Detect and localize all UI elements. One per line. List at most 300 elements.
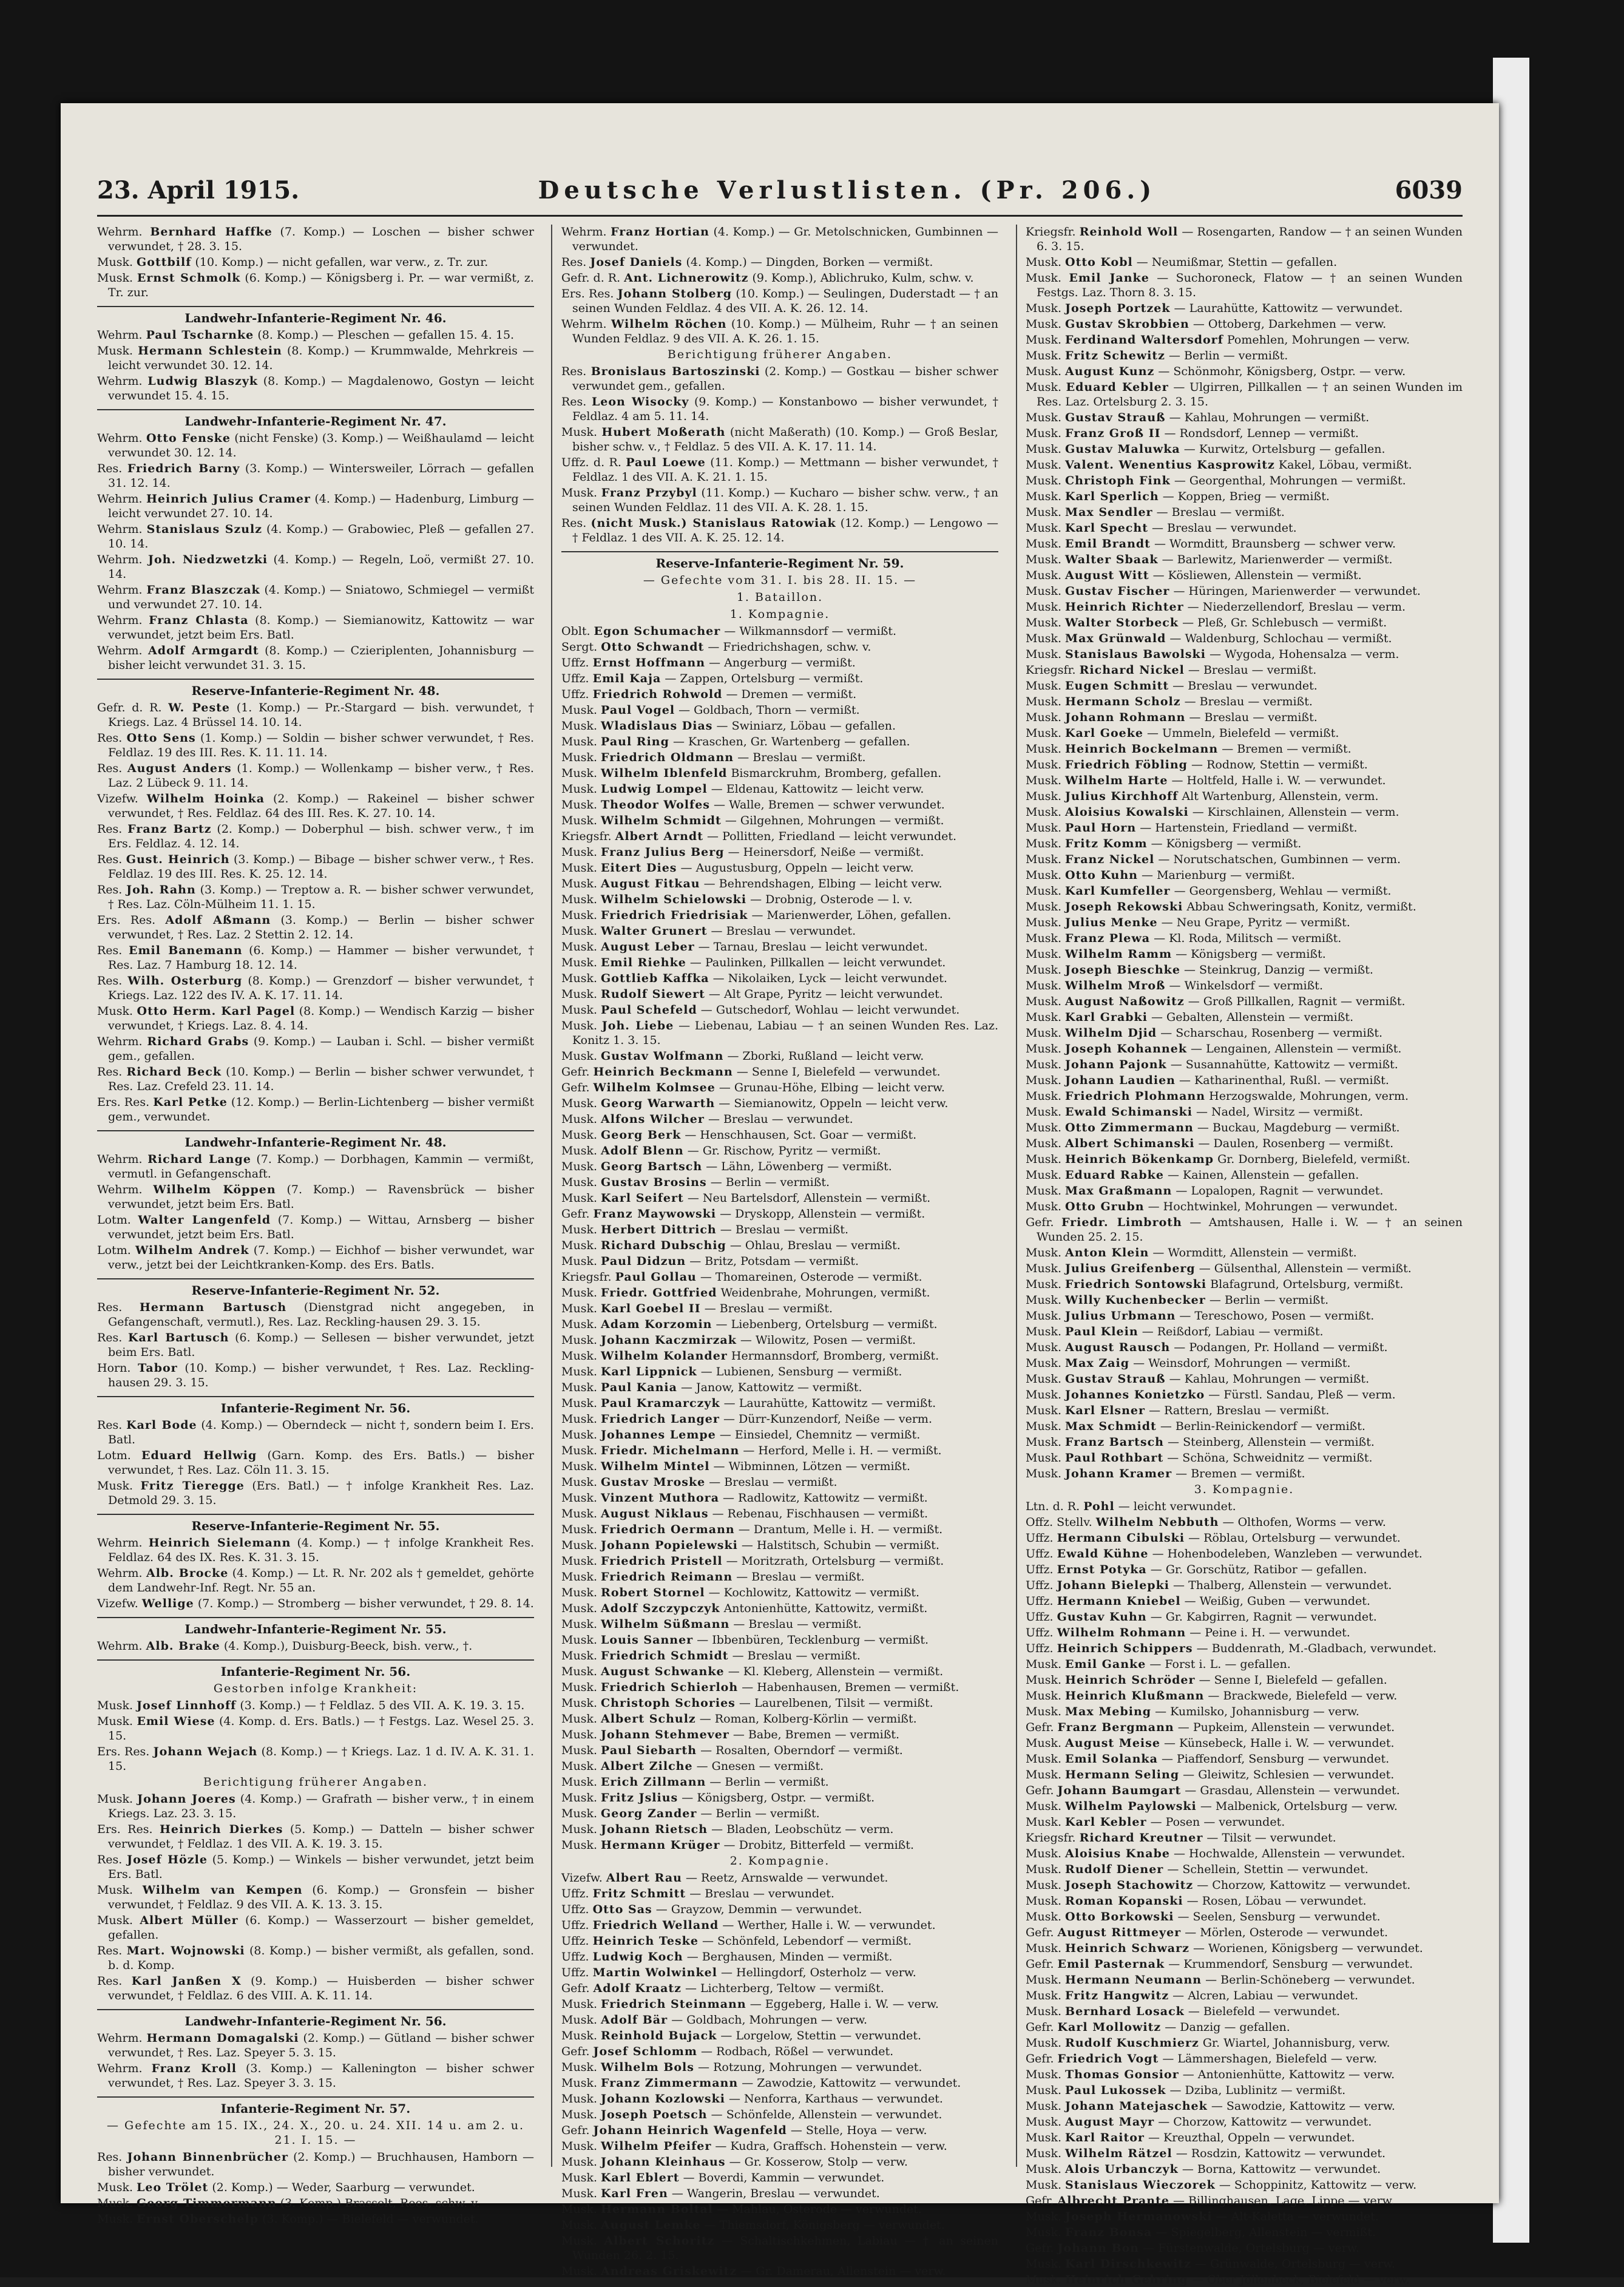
entry-details: — Breslau — verwundet.: [689, 1887, 834, 1900]
casualty-entry: [561, 2139, 998, 2153]
entry-rank: Musk.: [1026, 1451, 1061, 1465]
entry-details: Blafagrund, Ortelsburg, vermißt.: [1210, 1278, 1404, 1291]
entry-details: (2. Komp.) — Gütland — bisher schwer verwundet, † Res. Laz. Speyer 5. 3. 15.: [108, 2031, 535, 2059]
casualty-entry: [1026, 1547, 1463, 1561]
entry-name: Hermann Seling: [1065, 1768, 1180, 1781]
entry-rank: Wehrm.: [97, 1567, 143, 1580]
entry-rank: Musk.: [1026, 521, 1061, 535]
entry-details: — Spiegelberg, Allenstein — vermißt.: [1155, 2226, 1376, 2239]
casualty-entry: [97, 552, 534, 581]
entry-name: Fritz Schmitt: [592, 1887, 686, 1900]
entry-details: (Ers. Batl.) — † infolge Krankheit Res. Laz. Detmold 29. 3. 15.: [108, 1479, 534, 1507]
entry-details: — Bremen — vermißt.: [1222, 742, 1352, 756]
casualty-entry: [97, 1152, 534, 1181]
entry-details: — Eggeberg, Halle i. W. — verw.: [749, 1997, 939, 2011]
entry-name: Julius Urbmann: [1065, 1309, 1176, 1323]
entry-rank: Musk.: [97, 2197, 133, 2210]
casualty-entry: [1026, 1499, 1463, 1514]
entry-rank: Musk.: [561, 1760, 597, 1773]
casualty-entry: [1026, 2067, 1463, 2082]
casualty-entry: [1026, 1673, 1463, 1687]
entry-details: — Zappen, Ortelsburg — vermißt.: [665, 672, 864, 685]
entry-details: — Breslau — vermißt.: [736, 1570, 865, 1584]
entry-name: Adolf Blenn: [601, 1144, 684, 1157]
entry-details: — Sawodzie, Kattowitz — verw.: [1211, 2099, 1395, 2113]
entry-rank: Musk.: [561, 1507, 597, 1520]
entry-rank: Vizefw.: [97, 792, 138, 805]
casualty-entry: [1026, 1184, 1463, 1198]
entry-rank: Res.: [97, 853, 123, 866]
entry-name: Georg Warwarth: [601, 1097, 716, 1110]
entry-details: — Daulen, Rosenberg — vermißt.: [1198, 1137, 1394, 1150]
entry-details: — Ibbenbüren, Tecklenburg — vermißt.: [697, 1633, 929, 1647]
casualty-entry: [1026, 1136, 1463, 1151]
entry-rank: Gefr.: [1026, 1721, 1054, 1734]
section-subheading: Berichtigung früherer Angaben.: [203, 1775, 428, 1789]
entry-rank: Musk.: [561, 2029, 597, 2042]
entry-details: — Augustusburg, Oppeln — leicht verw.: [680, 861, 914, 875]
entry-name: Ewald Schimanski: [1065, 1105, 1193, 1119]
entry-details: — Thalberg, Allenstein — verwundet.: [1173, 1579, 1392, 1592]
casualty-entry: [561, 2076, 998, 2090]
entry-details: — Reetz, Arnswalde — verwundet.: [686, 1871, 888, 1885]
entry-name: Rudolf Kuschmierz: [1065, 2036, 1199, 2050]
casualty-entry: [97, 1913, 534, 1942]
entry-name: Stanislaus Szulz: [146, 523, 263, 536]
casualty-entry: [561, 2218, 998, 2232]
entry-details: — Paulinken, Pillkallen — leicht verwundet.: [689, 956, 946, 969]
casualty-entry: [1026, 805, 1463, 819]
entry-details: — Kurwitz, Ortelsburg — gefallen.: [1183, 442, 1385, 456]
casualty-entry: [1026, 1293, 1463, 1307]
entry-name: Friedrich Pristell: [601, 1554, 723, 1568]
entry-details: — Senne I, Bielefeld — gefallen.: [1199, 1673, 1387, 1687]
entry-rank: Ers. Res.: [561, 287, 614, 300]
entry-details: — Forst i. L. — gefallen.: [1149, 1658, 1291, 1671]
entry-rank: Gefr.: [1026, 1926, 1054, 1939]
entry-rank: Musk.: [1026, 2115, 1061, 2129]
entry-name: Gustav Fischer: [1065, 584, 1170, 598]
entry-name: Friedrich Welland: [592, 1919, 719, 1932]
entry-details: — Grayzow, Demmin — verwundet.: [655, 1903, 862, 1916]
entry-rank: Musk.: [1026, 2226, 1061, 2239]
entry-name: Joseph Poetsch: [601, 2108, 708, 2121]
entry-rank: Musk.: [561, 2203, 597, 2216]
entry-name: Franz Chlasta: [149, 614, 249, 627]
entry-name: Wilhelm Schmidt: [601, 814, 722, 827]
entry-details: — Buddenrath, M.-Gladbach, verwundet.: [1196, 1642, 1437, 1655]
entry-details: (12. Komp.) — Lengowo — † Feldlaz. 1 des VII. A. K. 25. 12. 14.: [572, 517, 999, 544]
casualty-entry: [561, 1934, 998, 1948]
entry-rank: Musk.: [1026, 1658, 1061, 1671]
entry-name: Valent. Wenentius Kasprowitz: [1065, 458, 1275, 472]
entry-rank: Musk.: [97, 344, 133, 357]
entry-details: — Herford, Melle i. H. — vermißt.: [743, 1444, 942, 1457]
entry-details: — Berlin-Schöneberg — verwundet.: [1205, 1973, 1415, 1987]
entry-details: — Breslau — verwundet.: [1152, 521, 1297, 535]
entry-details: — Bielefeld — verwundet.: [1188, 2005, 1340, 2018]
entry-name: Johann Bon: [1057, 2241, 1140, 2255]
entry-details: — Pollitten, Friedland — leicht verwundet.: [707, 830, 957, 843]
entry-name: Gustav Strauß: [1065, 1372, 1166, 1386]
entry-name: Joh. Rahn: [126, 883, 196, 896]
casualty-entry: [97, 1974, 534, 2003]
casualty-entry: [97, 1330, 534, 1360]
entry-rank: Res.: [561, 256, 587, 269]
casualty-entry: [561, 1270, 998, 1284]
entry-details: — Laurahütte, Kattowitz — vermißt.: [723, 1397, 936, 1410]
entry-details: — Scharschau, Rosenberg — vermißt.: [1160, 1026, 1383, 1040]
entry-rank: Uffz.: [1026, 1563, 1054, 1576]
entry-details: — Grünwalde, Ortelsburg — verw.: [1194, 2257, 1396, 2271]
entry-name: Franz Kroll: [151, 2062, 237, 2075]
entry-rank: Musk.: [1026, 1058, 1061, 1071]
entry-rank: Uffz.: [1026, 1626, 1054, 1639]
entry-rank: Uffz.: [561, 1966, 589, 1979]
entry-details: — Brackwede, Bielefeld — verw.: [1208, 1689, 1398, 1703]
casualty-entry: [561, 1965, 998, 1980]
entry-name: Heinrich Klußmann: [1065, 1689, 1205, 1703]
entry-name: Johann Wejach: [153, 1745, 258, 1758]
entry-name: Johannes Konietzko: [1065, 1388, 1205, 1401]
casualty-entry: [561, 1112, 998, 1127]
regiment-heading: Reserve-Infanterie-Regiment Nr. 52.: [97, 1278, 534, 1298]
entry-details: — Schönfeld, Lebendorf — vermißt.: [702, 1934, 912, 1948]
entry-details: — Nikolaiken, Lyck — leicht verwundet.: [712, 972, 947, 985]
entry-rank: Musk.: [561, 1681, 597, 1694]
entry-name: Joh. Niedzwetzki: [147, 553, 268, 566]
entry-name: Friedrich Friedrisiak: [601, 909, 748, 922]
entry-name: Gustav Brosins: [601, 1176, 707, 1189]
entry-rank: Musk.: [561, 2155, 597, 2169]
casualty-entry: [97, 271, 534, 300]
entry-details: (9. Komp.) — Konstanbowo — bisher verwundet, † Feldlaz. 4 am 5. 11. 14.: [572, 395, 998, 423]
entry-rank: Res.: [97, 762, 123, 775]
casualty-entry: [561, 1443, 998, 1458]
casualty-entry: [561, 1475, 998, 1489]
casualty-entry: [1026, 1531, 1463, 1545]
casualty-entry: [1026, 1704, 1463, 1719]
entry-details: (8. Komp.) — Pleschen — gefallen 15. 4. 15.: [257, 328, 515, 342]
entry-rank: Musk.: [561, 2265, 597, 2278]
entry-name: Heinrich Beckmann: [593, 1065, 733, 1079]
entry-details: — Angerburg — vermißt.: [709, 656, 856, 669]
entry-rank: Sergt.: [561, 640, 598, 654]
entry-rank: Musk.: [1026, 1089, 1061, 1103]
entry-name: Joseph Portzek: [1065, 302, 1171, 315]
entry-name: Rudolf Siewert: [601, 988, 705, 1001]
entry-rank: Musk.: [561, 814, 597, 827]
entry-details: — Gülsenthal, Allenstein — vermißt.: [1199, 1262, 1412, 1275]
entry-rank: Musk.: [561, 1791, 597, 1804]
entry-name: Friedrich Vogt: [1057, 2052, 1159, 2065]
entry-rank: Musk.: [1026, 1341, 1061, 1354]
entry-rank: Musk.: [561, 1696, 597, 1710]
casualty-entry: [561, 845, 998, 859]
entry-details: (nicht Fenske) (3. Komp.) — Weißhaulamd — leicht verwundet 30. 12. 14.: [108, 432, 534, 459]
casualty-entry: [1026, 600, 1463, 614]
regiment-heading: Infanterie-Regiment Nr. 57.: [97, 2096, 534, 2116]
entry-details: — Norutschatschen, Gumbinnen — verm.: [1158, 853, 1401, 866]
entry-name: Friedrich Sontowski: [1065, 1278, 1207, 1291]
entry-details: (4. Komp.) — Grabowiec, Pleß — gefallen 27. 10. 14.: [108, 523, 535, 551]
casualty-entry: [1026, 1324, 1463, 1339]
entry-name: Paul Siebarth: [601, 1744, 697, 1757]
entry-details: — Berlin — vermißt.: [709, 1775, 829, 1789]
casualty-entry: [561, 908, 998, 923]
casualty-entry: [97, 613, 534, 642]
casualty-entry: [1026, 225, 1463, 254]
entry-rank: Musk.: [1026, 1420, 1061, 1433]
entry-details: — Berlin-Reinickendorf — vermißt.: [1160, 1420, 1365, 1433]
entry-details: — Kösliewen, Allenstein — vermißt.: [1152, 569, 1362, 582]
entry-details: — Schellein, Stettin — verwundet.: [1167, 1863, 1369, 1876]
entry-rank: Musk.: [561, 782, 597, 796]
entry-rank: Wehrm.: [97, 523, 143, 536]
casualty-entry: [1026, 1515, 1463, 1530]
entry-details: — Piaffendorf, Sensburg — verwundet.: [1161, 1752, 1390, 1766]
entry-details: (Garn. Komp. des Ers. Batls.) — bisher verwundet, † Res. Laz. Cöln 11. 3. 15.: [108, 1449, 535, 1477]
entry-details: — Seelen, Sensburg — verwundet.: [1177, 1910, 1381, 1923]
entry-rank: Musk.: [1026, 1388, 1061, 1401]
casualty-entry: [1026, 1736, 1463, 1750]
entry-rank: Musk.: [1026, 2147, 1061, 2160]
entry-rank: Res.: [97, 883, 123, 896]
casualty-entry: [97, 1479, 534, 1508]
entry-name: Andreas Griskewitz: [601, 2265, 737, 2278]
entry-rank: Uffz. d. R.: [561, 456, 621, 469]
entry-rank: Musk.: [1026, 1121, 1061, 1134]
entry-rank: Musk.: [561, 1160, 597, 1173]
entry-rank: Res.: [97, 1853, 123, 1866]
entry-rank: Musk.: [1026, 1105, 1061, 1119]
entry-rank: Wehrm.: [97, 583, 143, 597]
entry-rank: Gefr.: [561, 1207, 590, 1221]
entry-name: Karl Janßen X: [131, 1974, 242, 1988]
entry-name: Wilh. Osterburg: [127, 974, 243, 988]
entry-name: Joseph Stachowitz: [1065, 1879, 1194, 1892]
entry-name: Friedrich Schierloh: [601, 1681, 739, 1694]
entry-details: — Buckau, Magdeburg — vermißt.: [1197, 1121, 1400, 1134]
entry-details: — Pupkeim, Allenstein — verwundet.: [1177, 1721, 1395, 1734]
entry-name: Franz Bergmann: [1057, 1721, 1174, 1734]
regiment-heading: Infanterie-Regiment Nr. 56.: [97, 1396, 534, 1415]
entry-name: Franz Julius Berg: [601, 845, 725, 859]
entry-name: Johann Laudien: [1065, 1074, 1176, 1087]
entry-details: (6. Komp.) — Hammer — bisher verwundet, † Res. Laz. 7 Hamburg 18. 12. 14.: [108, 944, 534, 972]
entry-name: Wilhelm Kolmsee: [593, 1081, 716, 1094]
casualty-entry: [561, 2107, 998, 2122]
entry-rank: Musk.: [561, 924, 597, 938]
entry-name: Otto Sens: [126, 731, 196, 745]
entry-rank: Musk.: [561, 893, 597, 906]
entry-rank: Musk.: [561, 2218, 597, 2232]
entry-name: Emil Riehke: [601, 956, 686, 969]
entry-name: August Schwanke: [601, 1665, 725, 1678]
entry-rank: Musk.: [1026, 1200, 1061, 1213]
casualty-entry: [561, 1506, 998, 1521]
entry-name: Wilhelm Schielowski: [601, 893, 747, 906]
entry-details: — Kraschen, Gr. Wartenberg — gefallen.: [672, 735, 910, 748]
casualty-entry: [561, 1648, 998, 1663]
casualty-entry: [561, 1003, 998, 1017]
casualty-entry: [97, 974, 534, 1003]
entry-details: — Antonienhütte, Kattowitz — verw.: [1182, 2068, 1395, 2081]
entry-rank: Musk.: [1026, 2084, 1061, 2097]
entry-details: — Rattern, Breslau — vermißt.: [1149, 1404, 1330, 1417]
casualty-entry: [561, 1380, 998, 1395]
entry-rank: Musk.: [561, 2171, 597, 2184]
entry-rank: Musk.: [1026, 271, 1061, 285]
entry-rank: Musk.: [561, 1428, 597, 1442]
entry-details: — Berlin — vermißt.: [1209, 1293, 1329, 1307]
casualty-entry: [97, 791, 534, 821]
casualty-entry: [1026, 1277, 1463, 1292]
casualty-entry: [561, 2234, 998, 2263]
entry-rank: Musk.: [561, 1019, 597, 1032]
entry-name: Friedrich Oermann: [601, 1523, 735, 1536]
entry-name: Franz Maywowski: [593, 1207, 717, 1221]
entry-details: — Wilowitz, Posen — vermißt.: [740, 1333, 916, 1347]
entry-name: Gustav Kuhn: [1057, 1610, 1147, 1624]
entry-details: — Senne I, Bielefeld — verwundet.: [736, 1065, 941, 1079]
casualty-entry: [1026, 1010, 1463, 1025]
casualty-entry: [561, 1254, 998, 1269]
casualty-entry: [561, 2264, 998, 2279]
casualty-entry: [1026, 2004, 1463, 2019]
entry-details: Antonienhütte, Kattowitz, vermißt.: [723, 1602, 928, 1615]
casualty-entry: [97, 731, 534, 760]
entry-name: Paul Rothbart: [1065, 1451, 1164, 1465]
casualty-entry: [561, 1049, 998, 1063]
entry-name: Joseph Bieschke: [1065, 963, 1180, 977]
entry-details: — Kahlau, Mohrungen — vermißt.: [1169, 411, 1370, 424]
entry-name: Karl Lippnick: [601, 1365, 697, 1378]
entry-rank: Gefr. d. R.: [561, 271, 621, 285]
casualty-entry: [1026, 1973, 1463, 1987]
entry-name: Emil Wiese: [137, 1715, 215, 1728]
entry-name: Emil Solanka: [1065, 1752, 1158, 1766]
casualty-entry: [561, 1333, 998, 1347]
entry-rank: Musk.: [1026, 2036, 1061, 2050]
entry-name: Josef Linnhoff: [137, 1699, 237, 1712]
entry-details: — Friedrichshagen, schw. v.: [708, 640, 871, 654]
column-1: [97, 225, 535, 2226]
entry-rank: Musk.: [1026, 2257, 1061, 2271]
entry-name: Alois Urbanczyk: [1065, 2163, 1179, 2176]
entry-rank: Uffz.: [561, 1950, 589, 1963]
entry-details: — Pleß, Gr. Schlebusch — vermißt.: [1182, 616, 1387, 629]
casualty-entry: [561, 395, 998, 424]
entry-details: — Einsiedel, Chemnitz — vermißt.: [719, 1428, 921, 1442]
entry-name: Wilhelm Süßmann: [601, 1618, 730, 1631]
casualty-entry: [561, 2155, 998, 2169]
entry-details: — Walle, Bremen — schwer verwundet.: [714, 798, 945, 811]
casualty-entry: [561, 1570, 998, 1584]
casualty-entry: [561, 1664, 998, 1679]
entry-name: Fritz Komm: [1065, 837, 1148, 850]
entry-details: — Mörlen, Osterode — verwundet.: [1185, 1926, 1388, 1939]
entry-details: — Waldenburg, Schlochau — vermißt.: [1169, 632, 1392, 645]
entry-name: Hermann Krüger: [601, 1838, 720, 1852]
entry-rank: Musk.: [1026, 333, 1061, 347]
casualty-entry: [1026, 663, 1463, 677]
casualty-entry: [561, 425, 998, 454]
entry-rank: Gefr.: [1026, 1216, 1054, 1229]
header-title: [538, 176, 1157, 205]
casualty-entry: [561, 486, 998, 515]
entry-name: Gottlieb Kaffka: [601, 972, 709, 985]
entry-details: — Worienen, Königsberg — verwundet.: [1193, 1942, 1423, 1955]
entry-details: Herzogswalde, Mohrungen, verm.: [1209, 1089, 1409, 1103]
entry-name: Karl Kebler: [1065, 1815, 1147, 1829]
entry-rank: Musk.: [561, 1365, 597, 1378]
entry-details: — Swiniarz, Löbau — gefallen.: [716, 719, 896, 733]
casualty-entry: [561, 2092, 998, 2106]
section-subheading: — Gefechte am 15. IX., 24. X., 20. u. 24. XII. 14 u. am 2. u. 21. I. 15. —: [106, 2119, 525, 2147]
entry-details: — Gleiwitz, Schlesien — verwundet.: [1183, 1768, 1395, 1781]
entry-details: — Krummendorf, Sensburg — verwundet.: [1168, 1957, 1413, 1971]
entry-name: Karl Fren: [601, 2187, 668, 2200]
entry-details: — Werther, Halle i. W. — verwundet.: [722, 1919, 936, 1932]
entry-rank: Musk.: [1026, 995, 1061, 1008]
casualty-entry: [561, 1175, 998, 1190]
casualty-entry: [561, 2170, 998, 2185]
entry-details: — Drantum, Melle i. H. — vermißt.: [738, 1523, 943, 1536]
entry-details: (10. Komp.) — nicht gefallen, war verw., z. Tr. zur.: [195, 256, 489, 269]
entry-details: — Bladen, Leobschütz — verm.: [711, 1823, 894, 1836]
casualty-entry: [561, 813, 998, 828]
casualty-entry: [1026, 1941, 1463, 1956]
entry-details: (3. Komp.) — Treptow a. R. — bisher schwer verwundet, † Res. Laz. Cöln-Mülheim 11. 1. 15.: [108, 883, 535, 911]
entry-details: (4. Komp.) — Dingden, Borken — vermißt.: [686, 256, 933, 269]
casualty-entry: [1026, 1057, 1463, 1072]
entry-rank: Musk.: [561, 2092, 597, 2106]
entry-details: (11. Komp.) — Kucharo — bisher schw. verw., † an seinen Wunden Feldlaz. 11 des VII. A. K. 28. 1. 15.: [572, 486, 998, 514]
entry-name: Adolf Armgardt: [148, 644, 259, 657]
entry-details: — Susannahütte, Kattowitz — vermißt.: [1170, 1058, 1398, 1071]
entry-details: (10. Komp.) — Seulingen, Duderstadt — † an seinen Wunden Feldlaz. 4 des VII. A. K. 26. 12. 14.: [572, 287, 999, 315]
casualty-entry: [561, 1080, 998, 1095]
entry-name: Tabor: [138, 1361, 178, 1375]
entry-details: — Danzig — gefallen.: [1165, 2021, 1290, 2034]
entry-rank: Musk.: [561, 1491, 597, 1505]
entry-rank: Musk.: [561, 1381, 597, 1394]
entry-name: Johann Popielewski: [601, 1539, 738, 1552]
entry-details: — Kreuzthal, Oppeln — verwundet.: [1148, 2131, 1355, 2144]
entry-rank: Musk.: [1026, 679, 1061, 693]
entry-rank: Musk.: [1026, 1894, 1061, 1908]
entry-rank: Musk.: [561, 1807, 597, 1820]
entry-details: — Laurelbenen, Tilsit — vermißt.: [739, 1696, 933, 1710]
casualty-entry: [97, 1004, 534, 1033]
entry-rank: Uffz.: [1026, 1642, 1054, 1655]
entry-details: — Lubienen, Sensburg — vermißt.: [700, 1365, 902, 1378]
entry-details: — Stelle, Hoya — verw.: [790, 2124, 927, 2137]
entry-name: Otto Kuhn: [1065, 869, 1138, 882]
entry-details: — Kahlau, Mohrungen — vermißt.: [1169, 1372, 1370, 1386]
entry-name: Franz Blaszczak: [146, 583, 260, 597]
entry-rank: Musk.: [97, 1883, 133, 1897]
entry-details: — Rosdzin, Kattowitz — verwundet.: [1176, 2147, 1386, 2160]
entry-name: Fritz Tieregge: [140, 1479, 245, 1492]
entry-details: — Kirschlainen, Allenstein — verm.: [1192, 805, 1399, 819]
entry-rank: Gefr.: [561, 1982, 590, 1995]
entry-details: — Weißig, Guben — verwundet.: [1184, 1594, 1370, 1608]
entry-details: — Königsberg, Ostpr. — vermißt.: [682, 1791, 875, 1804]
entry-name: Hermann Cibulski: [1057, 1531, 1185, 1545]
entry-details: — Gr. Kabgirren, Ragnit — verwundet.: [1150, 1610, 1377, 1624]
